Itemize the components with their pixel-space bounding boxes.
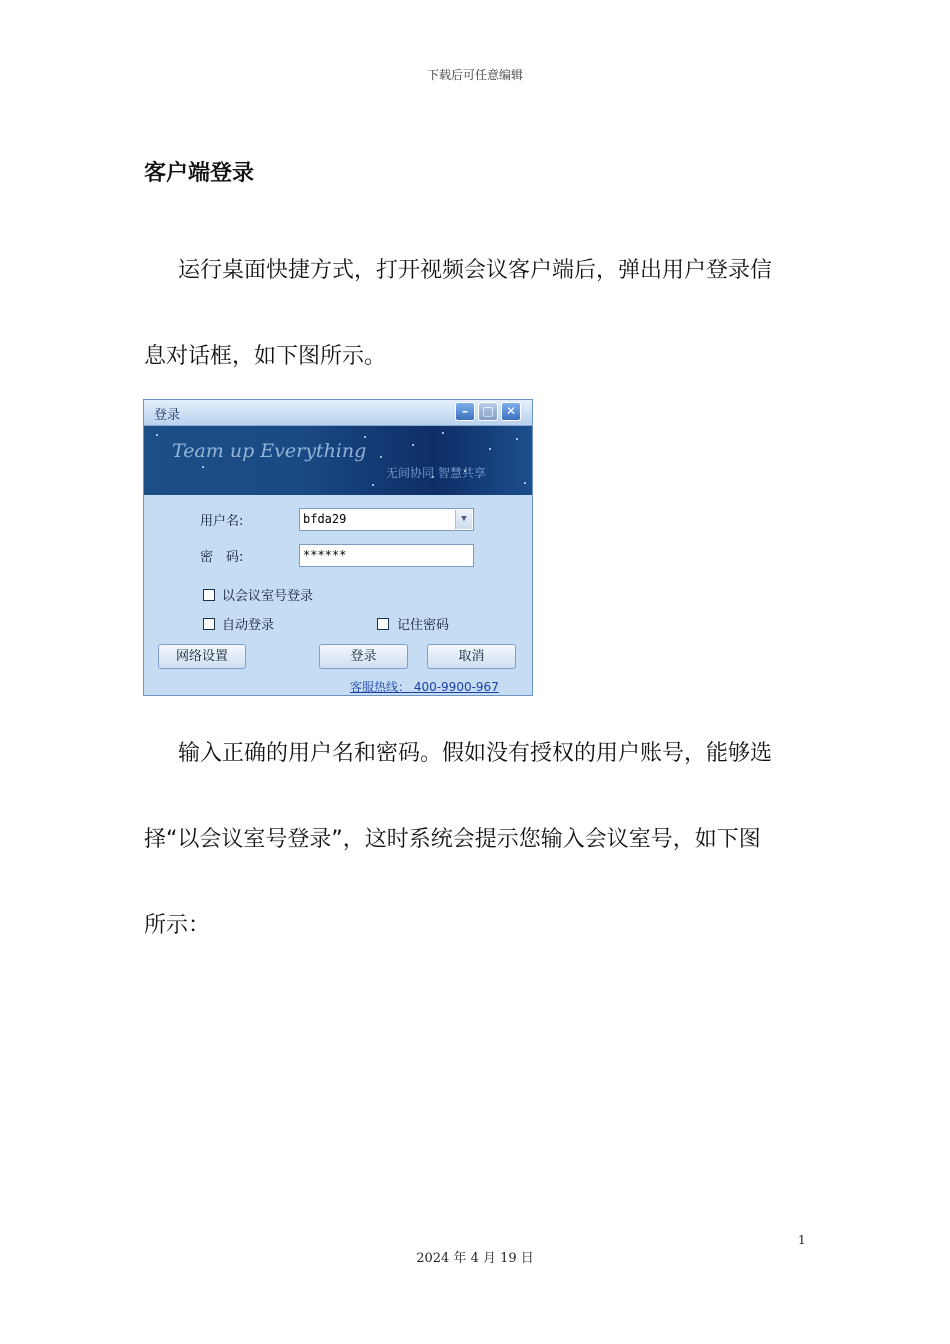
- paragraph1-line2: 息对话框，如下图所示。: [144, 344, 387, 369]
- remember-password-checkbox[interactable]: [377, 618, 389, 630]
- password-field[interactable]: [299, 544, 474, 567]
- paragraph2-line2: 择“以会议室号登录”，这时系统会提示您输入会议室号，如下图: [144, 827, 761, 852]
- close-button[interactable]: ✕: [501, 402, 521, 421]
- header-note: 下载后可任意编辑: [426, 68, 523, 82]
- password-label: 密 码:: [200, 550, 244, 565]
- dialog-banner: [144, 426, 532, 495]
- remember-password-label: 记住密码: [397, 618, 450, 633]
- page-number: 1: [798, 1233, 806, 1247]
- username-label: 用户名:: [200, 514, 244, 529]
- password-value: ******: [303, 548, 347, 562]
- paragraph2-line1: 输入正确的用户名和密码。假如没有授权的用户账号，能够选: [178, 741, 773, 766]
- section-title: 客户端登录: [144, 161, 255, 186]
- banner-subtitle: 无间协同 智慧共享: [386, 466, 486, 480]
- paragraph2-line3: 所示：: [144, 913, 211, 938]
- username-value: bfda29: [303, 512, 347, 526]
- chevron-down-icon[interactable]: ▼: [455, 510, 472, 529]
- room-login-label: 以会议室号登录: [222, 589, 314, 604]
- cancel-button[interactable]: 取消: [427, 644, 516, 669]
- network-settings-button[interactable]: 网络设置: [158, 644, 246, 669]
- dialog-titlebar: [144, 400, 532, 426]
- paragraph1-line1: 运行桌面快捷方式，打开视频会议客户端后，弹出用户登录信: [178, 258, 773, 283]
- auto-login-label: 自动登录: [222, 618, 275, 633]
- dialog-title: 登录: [154, 408, 181, 423]
- maximize-button[interactable]: □: [478, 402, 498, 421]
- username-combobox[interactable]: [299, 508, 474, 531]
- login-button[interactable]: 登录: [319, 644, 408, 669]
- footer-date: 2024 年 4 月 19 日: [416, 1251, 534, 1266]
- banner-slogan: Team up Everything: [172, 440, 367, 462]
- auto-login-checkbox[interactable]: [203, 618, 215, 630]
- login-dialog: [143, 399, 533, 696]
- minimize-button[interactable]: –: [455, 402, 475, 421]
- room-login-checkbox[interactable]: [203, 589, 215, 601]
- hotline-link[interactable]: 客服热线： 400-9900-967: [350, 680, 499, 694]
